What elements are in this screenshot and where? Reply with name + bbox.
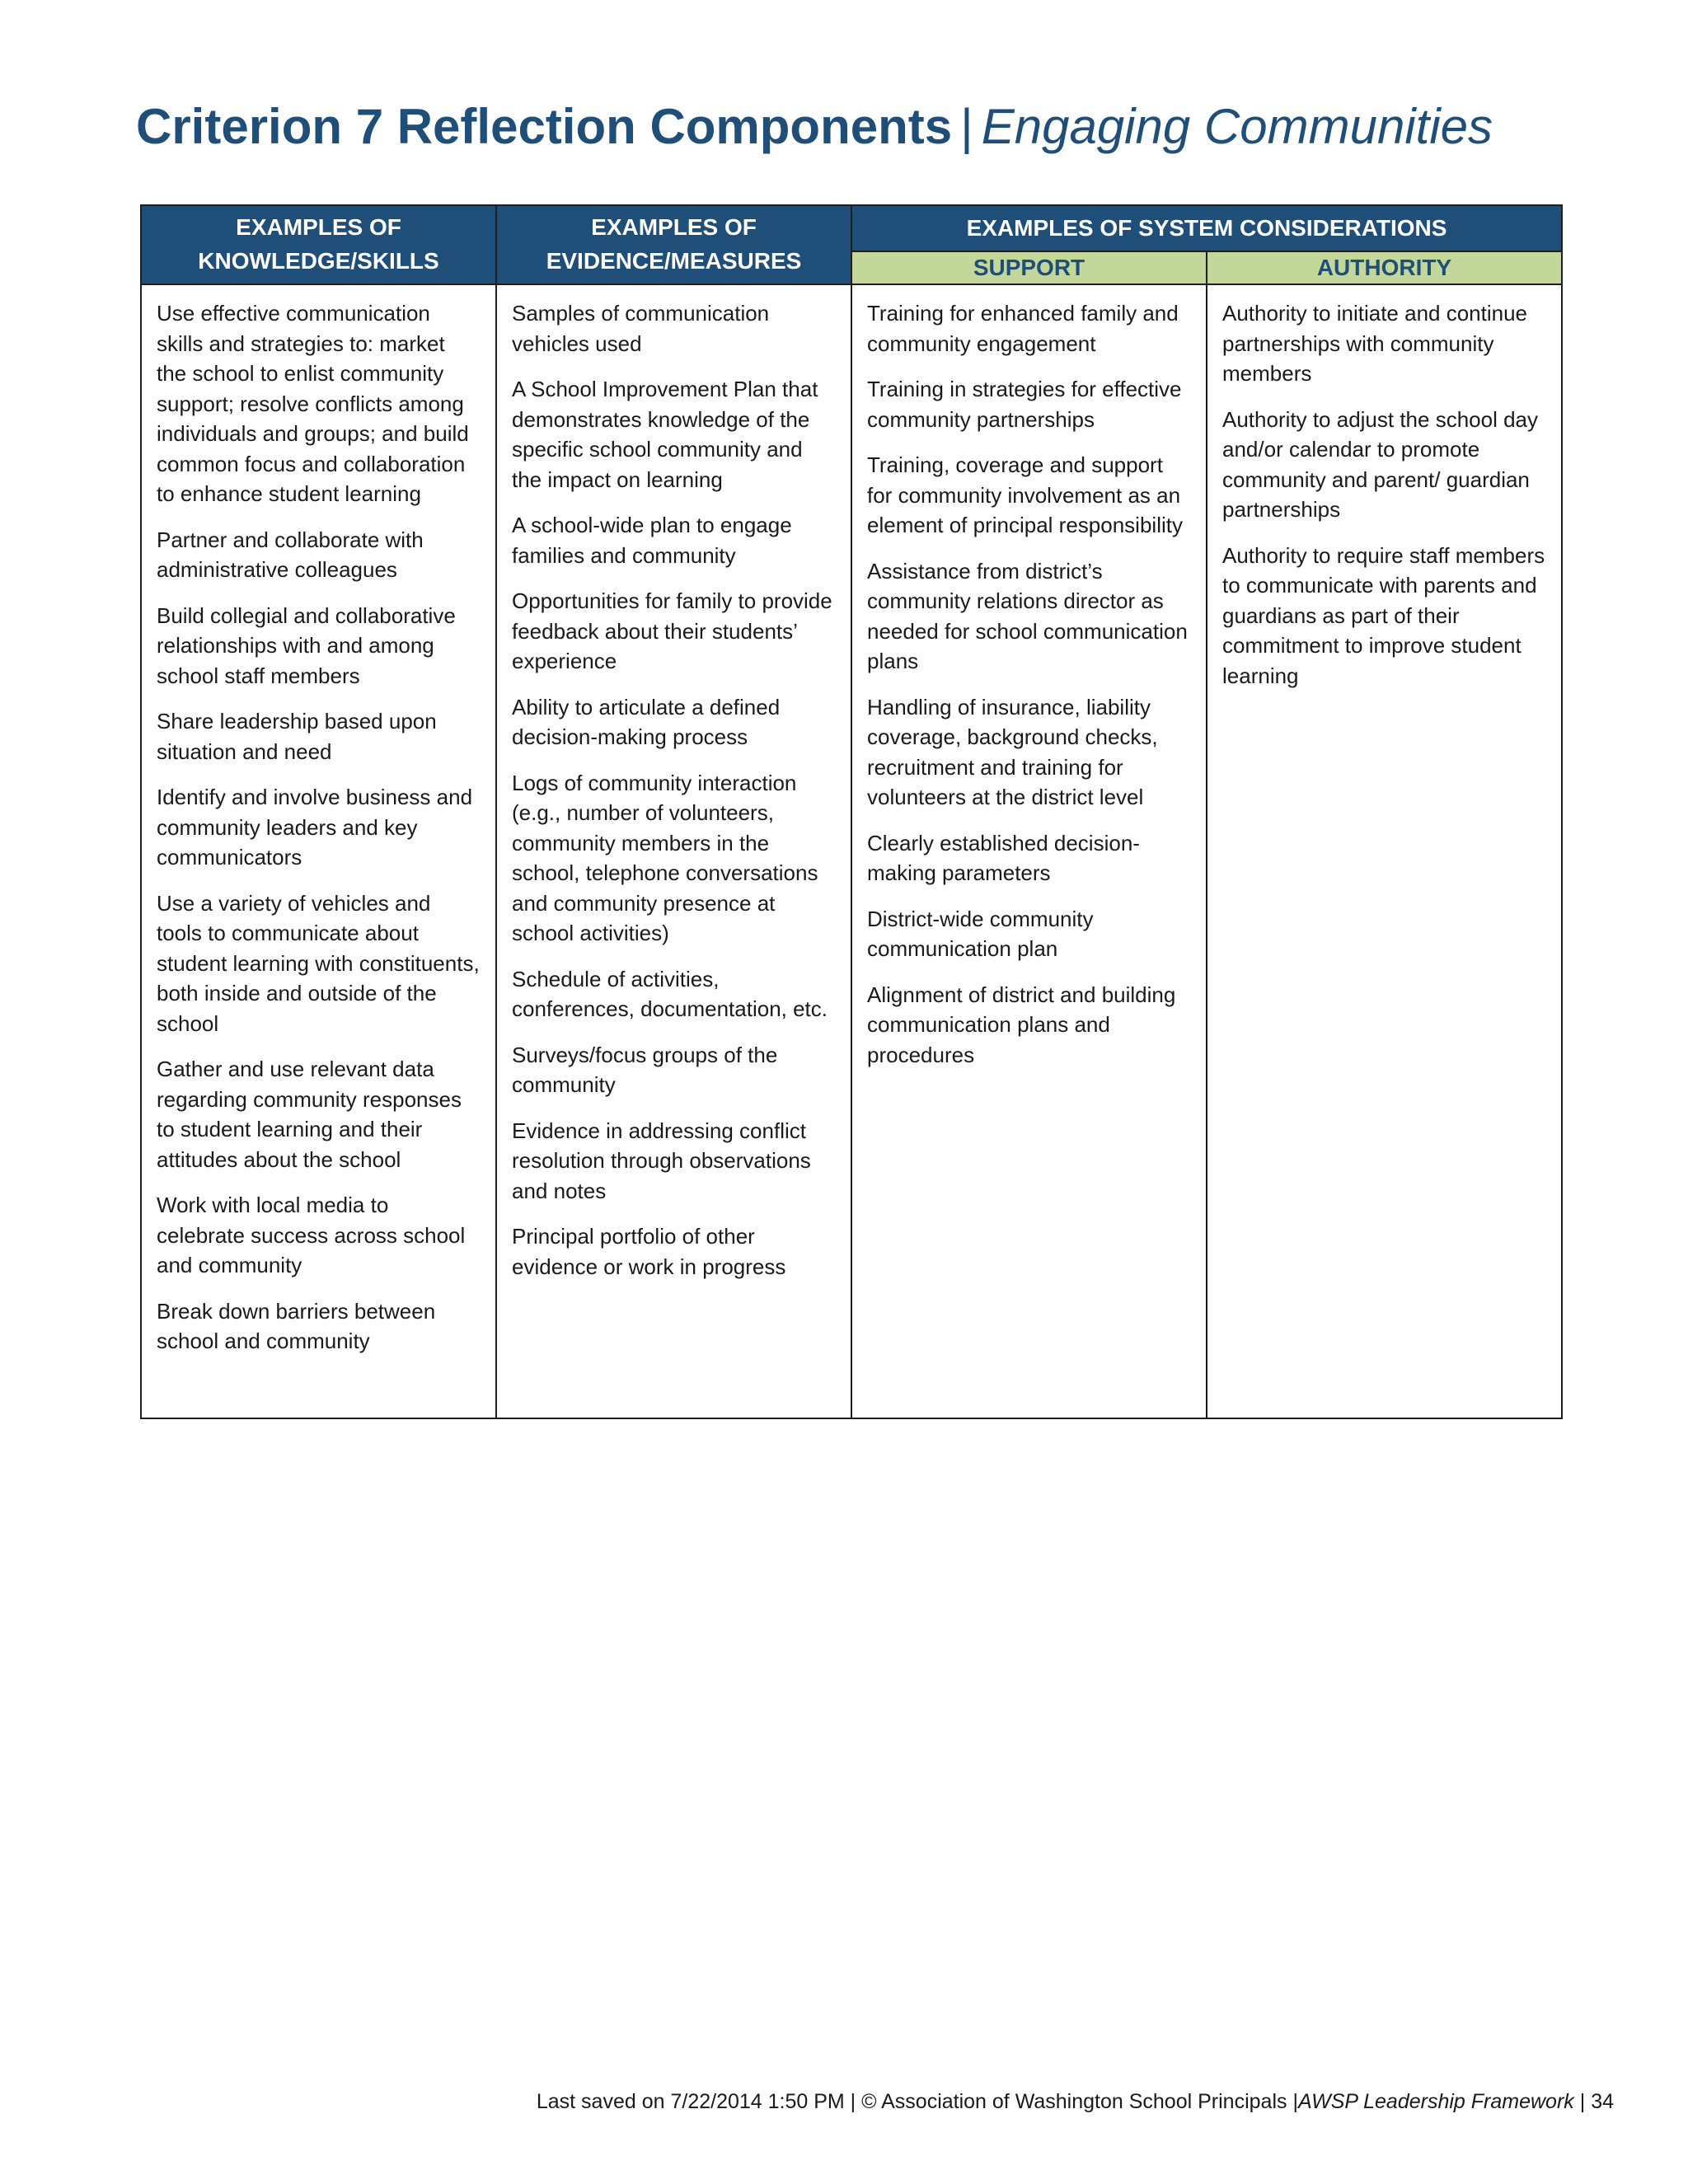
knowledge-item: Identify and involve business and community leaders and key communicators	[157, 785, 473, 869]
header-support: SUPPORT	[851, 251, 1207, 284]
header-knowledge-skills	[141, 205, 496, 284]
knowledge-item: Work with local media to celebrate success across school and community	[157, 1193, 466, 1277]
knowledge-item: Use effective communication skills and strategies to: market the school to enlist community support; resolve conflicts among individuals and groups; and build common focus and collaboration to enhance student learning	[157, 301, 469, 506]
knowledge-item: Break down barriers between school and community	[157, 1298, 436, 1353]
footer-framework: AWSP Leadership Framework	[1297, 2090, 1574, 2113]
page-footer	[537, 2090, 1614, 2114]
page-number: 34	[1591, 2090, 1614, 2113]
evidence-item: Principal portfolio of other evidence or work in progress	[512, 1224, 786, 1279]
knowledge-skills-column	[141, 284, 496, 1418]
page-subtitle: Engaging Communities	[981, 99, 1493, 154]
evidence-item: Samples of communication vehicles used	[512, 301, 770, 356]
title-separator: |	[960, 99, 973, 154]
evidence-item: Logs of community interaction (e.g., number of volunteers, community members in the school, telephone conversations and community presence at school activities)	[512, 770, 818, 945]
header-evidence-measures	[496, 205, 851, 284]
header-evidence-line-1: EXAMPLES OF	[591, 214, 757, 241]
support-item: Training in strategies for effective community partnerships	[867, 377, 1182, 432]
support-item: Clearly established decision-making parameters	[867, 830, 1140, 885]
evidence-item: A school-wide plan to engage families and community	[512, 513, 792, 568]
authority-column	[1207, 284, 1562, 1418]
evidence-item: Surveys/focus groups of the community	[512, 1042, 778, 1097]
knowledge-item: Partner and collaborate with administrative colleagues	[157, 527, 424, 582]
authority-item: Authority to initiate and continue partnerships with community members	[1222, 301, 1528, 386]
authority-item: Authority to adjust the school day and/or calendar to promote community and parent/ guardian partnerships	[1222, 406, 1539, 522]
header-knowledge-line-1: EXAMPLES OF	[236, 214, 401, 241]
page-title-main: Criterion 7 Reflection Components	[136, 99, 953, 154]
header-row-top	[141, 205, 1562, 251]
support-column	[851, 284, 1207, 1418]
footer-page-separator: |	[1573, 2090, 1592, 2113]
support-item: Training for enhanced family and community engagement	[867, 301, 1179, 356]
knowledge-item: Use a variety of vehicles and tools to communicate about student learning with constituents, both inside and outside of the school	[157, 890, 480, 1036]
knowledge-item: Gather and use relevant data regarding community responses to student learning and their attitudes about the school	[157, 1057, 462, 1172]
content-row	[141, 284, 1562, 1418]
support-item: Handling of insurance, liability coverage, background checks, recruitment and training for volunteers at the district level	[867, 694, 1158, 809]
header-knowledge-line-2: KNOWLEDGE/SKILLS	[198, 248, 439, 274]
evidence-item: Ability to articulate a defined decision-making process	[512, 694, 781, 749]
evidence-item: A School Improvement Plan that demonstrates knowledge of the specific school community and the impact on learning	[512, 377, 818, 492]
support-item: District-wide community communication plan	[867, 906, 1094, 961]
reflection-components-table	[140, 204, 1563, 1419]
evidence-measures-column	[496, 284, 851, 1418]
support-item: Alignment of district and building communication plans and procedures	[867, 982, 1176, 1067]
evidence-item: Schedule of activities, conferences, documentation, etc.	[512, 966, 828, 1021]
knowledge-item: Build collegial and collaborative relationships with and among school staff members	[157, 602, 456, 688]
authority-item: Authority to require staff members to communicate with parents and guardians as part of their commitment to improve student learning	[1222, 542, 1545, 688]
header-evidence-line-2: EVIDENCE/MEASURES	[546, 248, 802, 274]
page-title	[136, 97, 1493, 157]
header-authority: AUTHORITY	[1207, 251, 1562, 284]
footer-text: Last saved on 7/22/2014 1:50 PM | © Association of Washington School Principals |	[536, 2090, 1298, 2113]
knowledge-item: Share leadership based upon situation and need	[157, 709, 437, 764]
support-item: Assistance from district’s community relations director as needed for school communication plans	[867, 558, 1188, 673]
evidence-item: Evidence in addressing conflict resolution through observations and notes	[512, 1118, 811, 1203]
evidence-item: Opportunities for family to provide feedback about their students’ experience	[512, 588, 832, 673]
support-item: Training, coverage and support for community involvement as an element of principal responsibility	[867, 452, 1183, 537]
header-system-considerations: EXAMPLES OF SYSTEM CONSIDERATIONS	[851, 205, 1562, 251]
